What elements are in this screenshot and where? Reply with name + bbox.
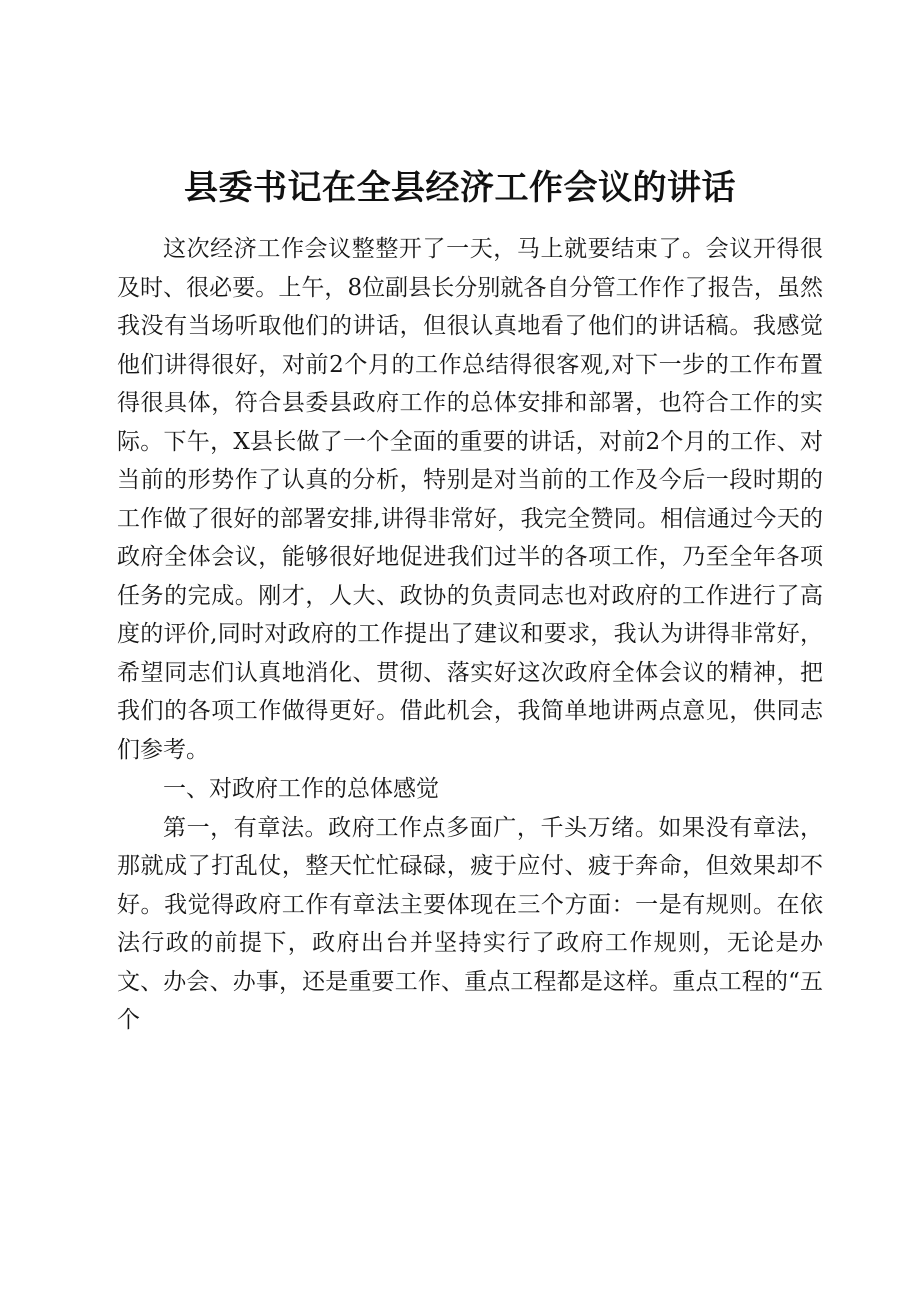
document-body — [117, 230, 823, 1040]
paragraph-first-point: 第一，有章法。政府工作点多面广，千头万绪。如果没有章法，那就成了打乱仗，整天忙忙碌碌，疲于应付、疲于奔命，但效果却不好。我觉得政府工作有章法主要体现在三个方面：一是有规则。在依法行政的前提下，政府出台并坚持实行了政府工作规则，无论是办文、办会、办事，还是重要工作、重点工程都是这样。重点工程的“五个 — [117, 814, 823, 1033]
document-title: 县委书记在全县经济工作会议的讲话 — [184, 168, 736, 208]
section-heading: 一、对政府工作的总体感觉 — [163, 776, 439, 802]
paragraph-intro: 这次经济工作会议整整开了一天，马上就要结束了。会议开得很及时、很必要。上午，8位副县长分别就各自分管工作作了报告，虽然我没有当场听取他们的讲话，但很认真地看了他们的讲话稿。我感觉他们讲得很好，对前2个月的工作总结得很客观,对下一步的工作布置得很具体，符合县委县政府工作的总体安排和部署，也符合工作的实际。下午，X县长做了一个全面的重要的讲话，对前2个月的工作、对当前的形势作了认真的分析，特别是对当前的工作及今后一段时期的工作做了很好的部署安排,讲得非常好，我完全赞同。相信通过今天的政府全体会议，能够很好地促进我们过半的各项工作，乃至全年各项任务的完成。刚才，人大、政协的负责同志也对政府的工作进行了高度的评价,同时对政府的工作提出了建议和要求，我认为讲得非常好，希望同志们认真地消化、贯彻、落实好这次政府全体会议的精神，把我们的各项工作做得更好。借此机会，我简单地讲两点意见，供同志们参考。 — [117, 236, 823, 763]
